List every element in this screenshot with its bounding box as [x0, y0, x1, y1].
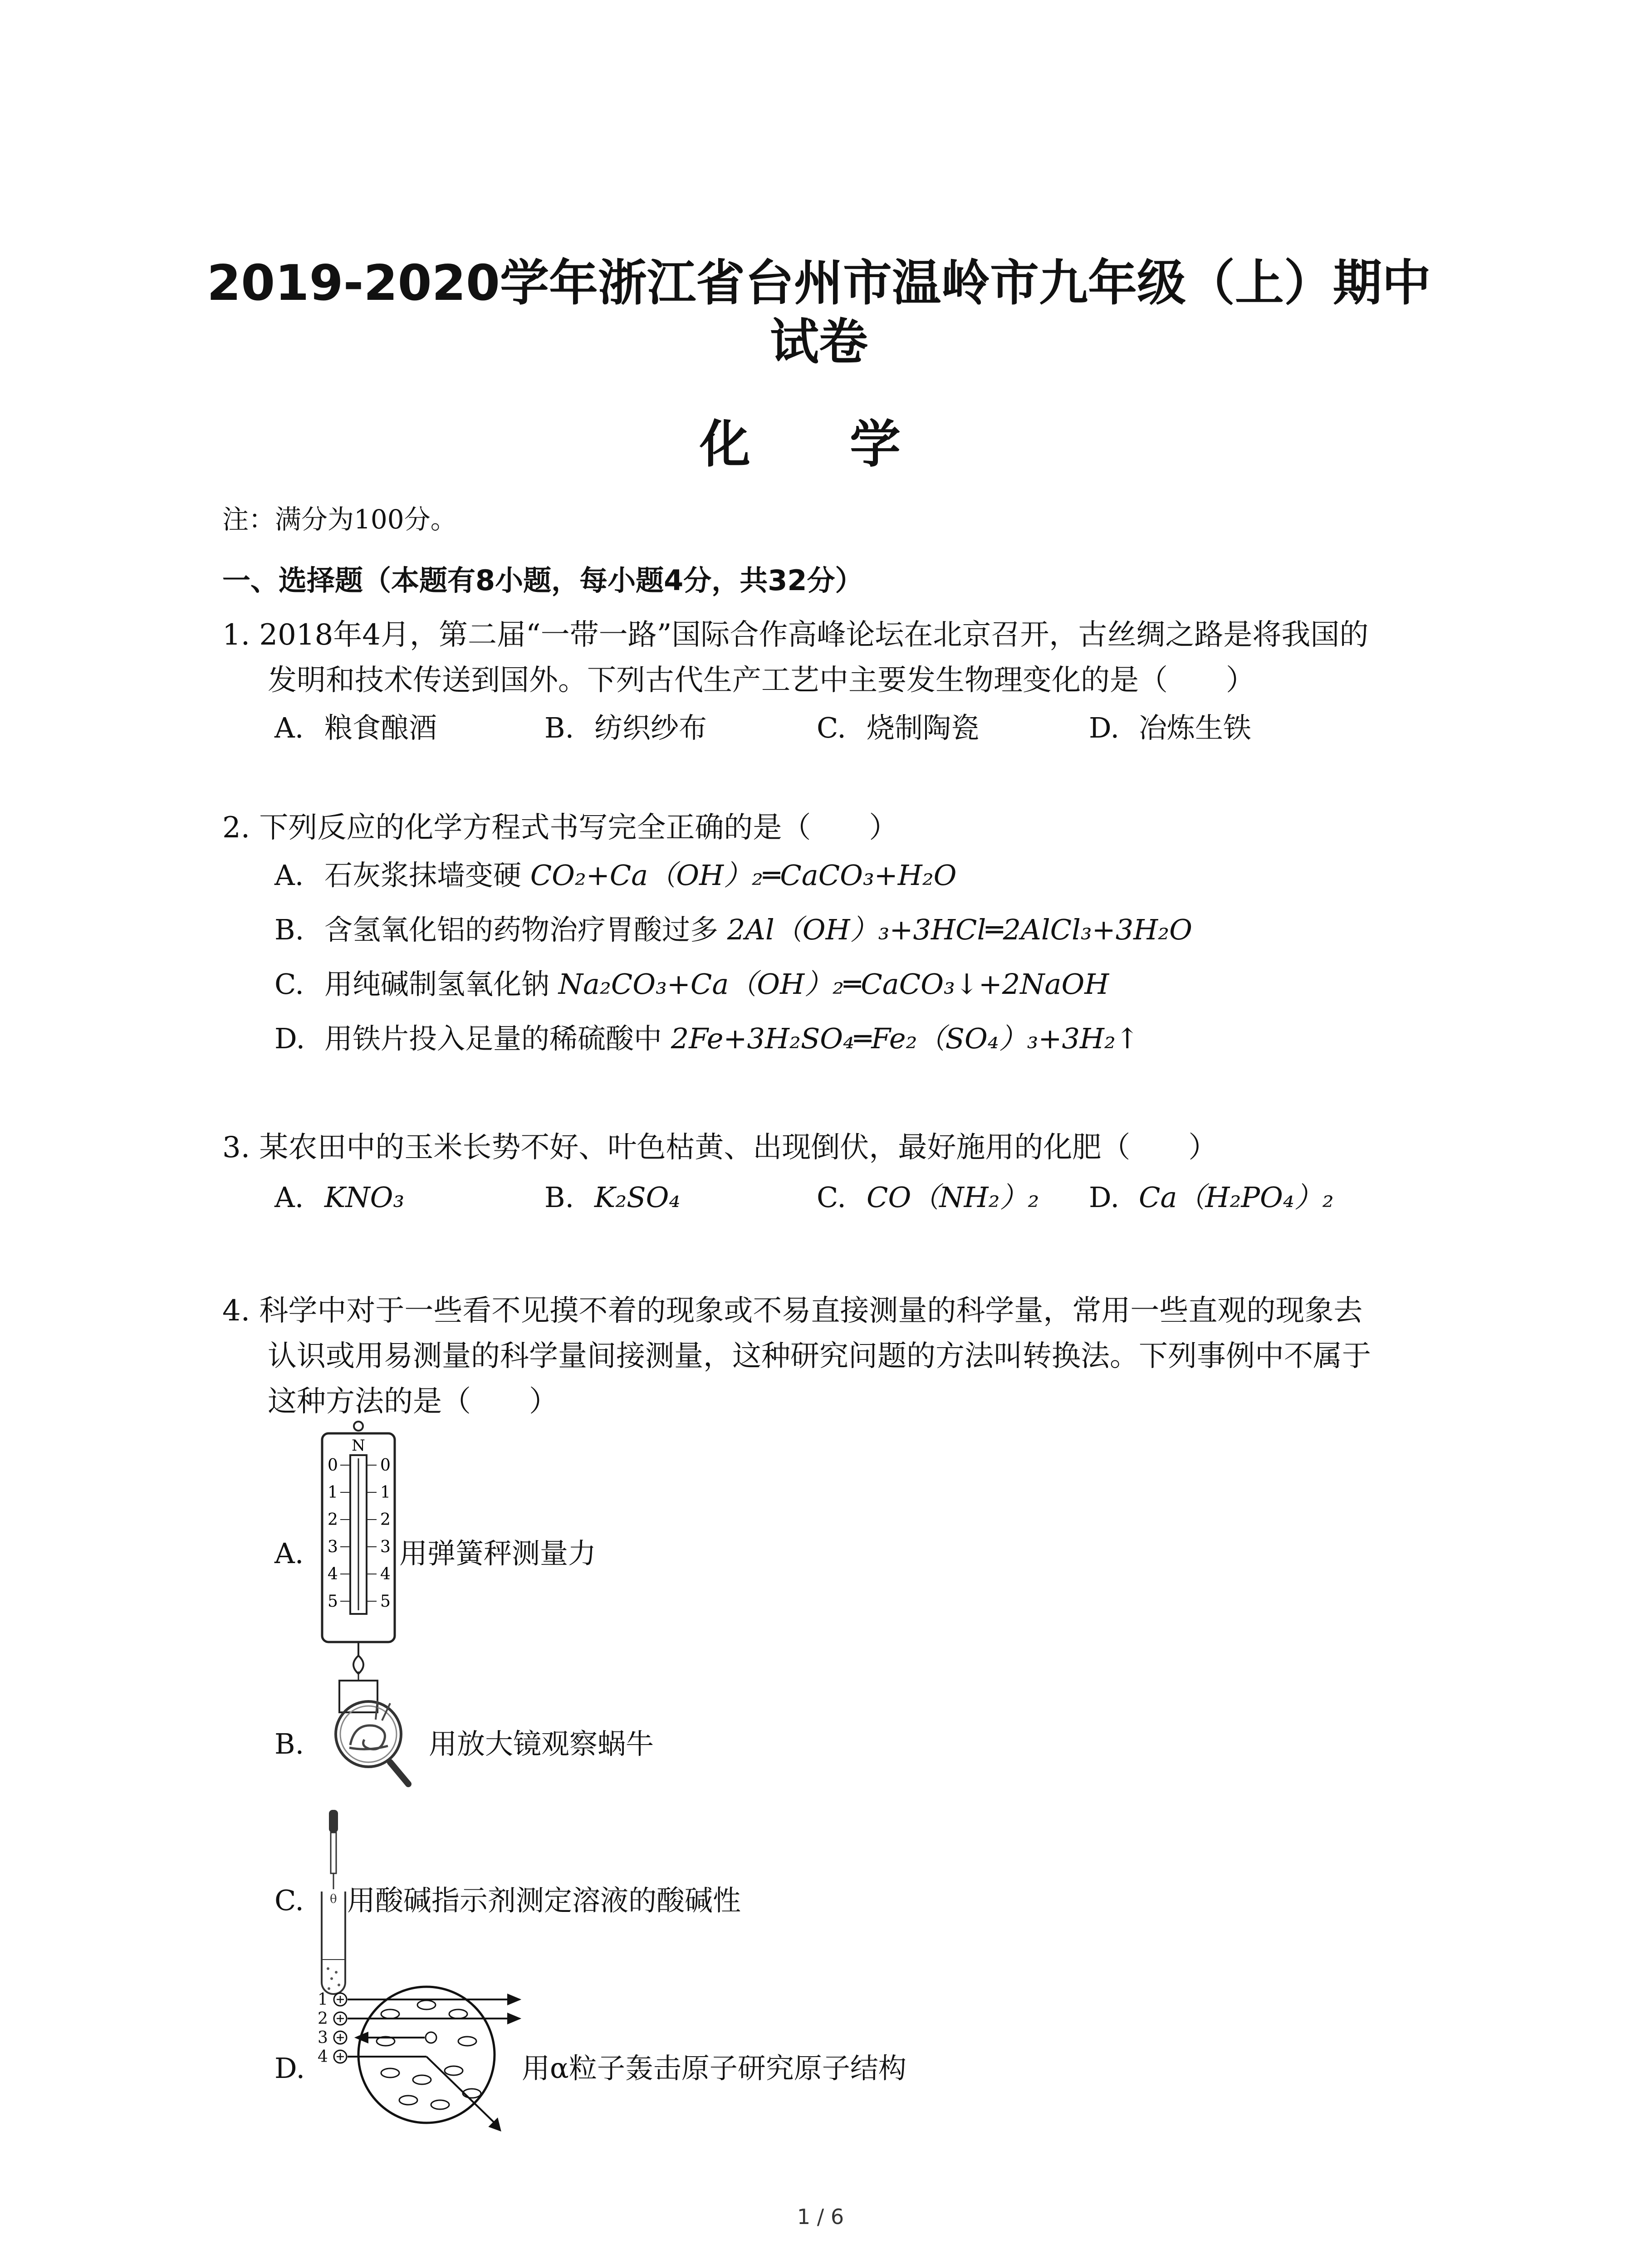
q1-stem-line2: 发明和技术传送到国外。下列古代生产工艺中主要发生物理变化的是（ ）: [268, 664, 1255, 697]
q4-option-a-text: 用弹簧秤测量力: [399, 1537, 597, 1570]
scale-tick-left: 2: [328, 1510, 338, 1529]
option-desc: 含氢氧化铝的药物治疗胃酸过多: [324, 913, 719, 946]
scale-tick-right: 4: [380, 1565, 391, 1584]
option-text: 纺织纱布: [594, 711, 707, 744]
q3-option-b: [544, 1179, 680, 1216]
option-text: Ca（H₂PO₄）₂: [1139, 1181, 1334, 1214]
section-heading: 一、选择题（本题有8小题，每小题4分，共32分）: [222, 564, 863, 597]
q4-option-d-text: 用α粒子轰击原子研究原子结构: [522, 2052, 906, 2085]
option-text: KNO₃: [324, 1181, 405, 1214]
q2-option-d: [274, 1021, 1139, 1057]
option-label: C.: [817, 711, 846, 744]
option-text: CO（NH₂）₂: [867, 1181, 1039, 1214]
option-label: B.: [274, 913, 304, 946]
dropper-test-tube-figure: [315, 1810, 352, 2000]
subject-title: 化 学: [700, 415, 941, 474]
scale-tick-right: 2: [380, 1510, 391, 1529]
scale-tick-left: 3: [328, 1538, 338, 1556]
chemical-equation: 2Al（OH）₃+3HCl═2AlCl₃+3H₂O: [727, 913, 1192, 946]
option-text: 粮食酿酒: [324, 711, 437, 744]
q3-option-a: [274, 1179, 404, 1216]
q4-option-b-text: 用放大镜观察蜗牛: [429, 1727, 654, 1760]
q4-stem-line3: 这种方法的是（ ）: [268, 1385, 558, 1418]
scale-tick-right: 1: [380, 1483, 391, 1502]
option-label: A.: [274, 711, 304, 744]
q2-option-c: [274, 966, 1109, 1002]
q4-option-d-label: D.: [274, 2052, 305, 2085]
q4-stem-line2: 认识或用易测量的科学量间接测量，这种研究问题的方法叫转换法。下列事例中不属于: [268, 1339, 1371, 1373]
option-label: C.: [274, 968, 304, 1001]
scale-unit: N: [352, 1437, 365, 1455]
beam-number: 4: [318, 2048, 328, 2066]
q4-option-c-label: C.: [274, 1884, 304, 1917]
option-text: 烧制陶瓷: [867, 711, 980, 744]
option-label: D.: [1089, 711, 1120, 744]
q1-option-c: [817, 710, 979, 746]
option-label: D.: [1089, 1181, 1120, 1214]
q3-option-d: [1089, 1179, 1334, 1216]
option-label: A.: [274, 859, 304, 892]
q4-option-a-label: A.: [274, 1537, 304, 1570]
option-label: D.: [274, 1022, 305, 1055]
q1-stem-line1: 1. 2018年4月，第二届“一带一路”国际合作高峰论坛在北京召开，古丝绸之路是将我国的: [222, 618, 1369, 652]
option-label: B.: [544, 1181, 574, 1214]
q2-option-b: [274, 912, 1192, 948]
svg-text:θ: θ: [330, 1892, 337, 1906]
alpha-scattering-figure: [318, 1982, 531, 2146]
option-desc: 用纯碱制氢氧化钠: [324, 968, 550, 1001]
beam-number: 1: [318, 1990, 328, 2009]
page-number: 1 / 6: [797, 2204, 844, 2229]
scale-tick-right: 0: [380, 1456, 391, 1475]
beam-number: 2: [318, 2009, 328, 2028]
option-label: B.: [544, 711, 574, 744]
q2-stem: 2. 下列反应的化学方程式书写完全正确的是（ ）: [222, 811, 898, 845]
beam-number: 3: [318, 2028, 328, 2047]
q1-option-b: [544, 710, 707, 746]
scale-tick-left: 0: [328, 1456, 338, 1475]
option-label: A.: [274, 1181, 304, 1214]
scale-tick-right: 5: [380, 1592, 391, 1611]
spring-scale-figure: [313, 1420, 404, 1701]
chemical-equation: Na₂CO₃+Ca（OH）₂═CaCO₃↓+2NaOH: [558, 968, 1109, 1001]
q3-option-c: [817, 1179, 1039, 1216]
option-desc: 石灰浆抹墙变硬: [324, 859, 522, 892]
scale-tick-left: 1: [328, 1483, 338, 1502]
option-label: C.: [817, 1181, 846, 1214]
option-text: 冶炼生铁: [1139, 711, 1252, 744]
scale-tick-left: 5: [328, 1592, 338, 1611]
chemical-equation: 2Fe+3H₂SO₄═Fe₂（SO₄）₃+3H₂↑: [671, 1022, 1139, 1055]
score-note: 注：满分为100分。: [222, 504, 457, 535]
q1-option-d: [1089, 710, 1251, 746]
q4-stem-line1: 4. 科学中对于一些看不见摸不着的现象或不易直接测量的科学量，常用一些直观的现象去: [222, 1294, 1363, 1328]
q4-option-b-label: B.: [274, 1727, 304, 1760]
q1-option-a: [274, 710, 437, 746]
chemical-equation: CO₂+Ca（OH）₂═CaCO₃+H₂O: [530, 859, 957, 892]
option-desc: 用铁片投入足量的稀硫酸中: [324, 1022, 662, 1055]
q3-stem: 3. 某农田中的玉米长势不好、叶色枯黄、出现倒伏，最好施用的化肥（ ）: [222, 1131, 1218, 1164]
exam-title-line1: 2019-2020学年浙江省台州市温岭市九年级（上）期中: [207, 255, 1431, 312]
magnifier-snail-figure: [327, 1694, 417, 1789]
exam-title-line2: 试卷: [769, 314, 868, 371]
option-text: K₂SO₄: [594, 1181, 681, 1214]
q2-option-a: [274, 857, 957, 894]
scale-tick-right: 3: [380, 1538, 391, 1556]
q4-option-c-text: 用酸碱指示剂测定溶液的酸碱性: [347, 1884, 741, 1917]
scale-tick-left: 4: [328, 1565, 338, 1584]
